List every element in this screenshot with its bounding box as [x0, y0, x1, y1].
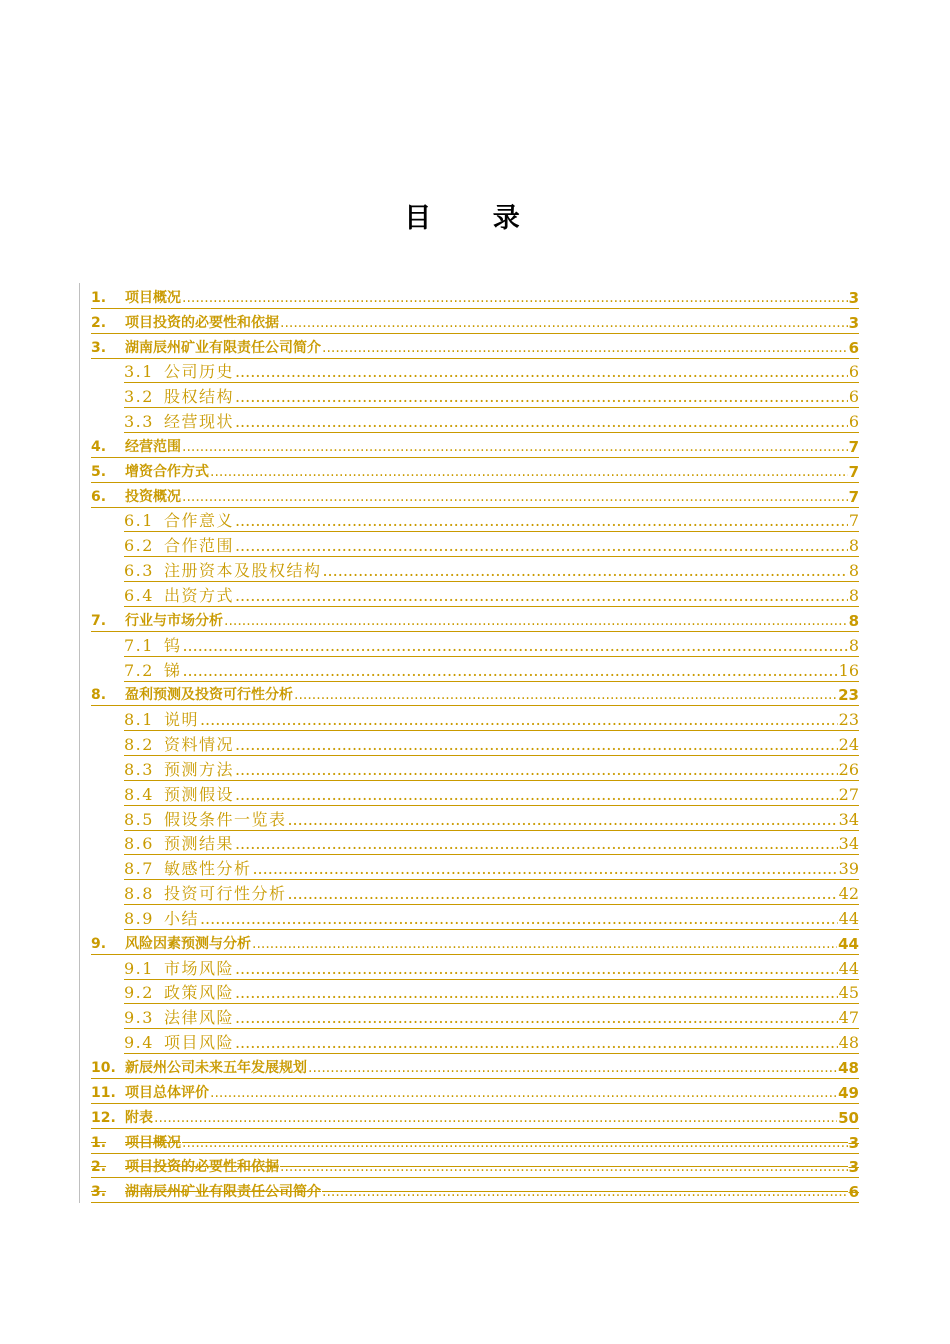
toc-entry-number: 7.2 — [124, 660, 154, 680]
toc-entry-link[interactable] — [124, 637, 859, 657]
toc-dot-leader — [210, 1084, 837, 1102]
toc-entry-label: 经营范围 — [125, 438, 181, 455]
toc-entry-link[interactable] — [91, 1109, 859, 1129]
toc-dot-leader — [182, 289, 848, 307]
toc-entry-page-number: 8 — [848, 635, 859, 655]
toc-entry-label: 政策风险 — [163, 983, 234, 1003]
toc-entry-page-number: 8 — [848, 561, 859, 581]
toc-dot-leader — [235, 761, 838, 779]
toc-entry[interactable] — [91, 1029, 859, 1054]
toc-entry[interactable] — [91, 1129, 859, 1154]
toc-dot-leader — [182, 662, 837, 680]
toc-entry-page-number: 8 — [848, 611, 859, 630]
toc-dot-leader — [224, 612, 848, 630]
toc-entry[interactable] — [91, 483, 859, 508]
toc-entry[interactable] — [91, 880, 859, 905]
toc-entry-page-number: 42 — [838, 884, 859, 904]
toc-entry[interactable] — [91, 408, 859, 433]
toc-entry[interactable] — [91, 682, 859, 707]
toc-dot-leader — [235, 413, 848, 431]
toc-entry-link[interactable] — [91, 1158, 859, 1178]
toc-entry-number: 3.2 — [124, 387, 154, 407]
toc-entry-page-number: 26 — [838, 759, 859, 779]
toc-entry-link[interactable] — [124, 860, 859, 880]
toc-entry-link[interactable] — [124, 811, 859, 831]
toc-dot-leader — [294, 686, 837, 704]
toc-entry-number: 8.2 — [124, 735, 154, 755]
toc-entry-number: 3.1 — [124, 362, 154, 382]
toc-entry-label: 项目总体评价 — [125, 1084, 209, 1101]
toc-entry-link[interactable] — [124, 984, 859, 1004]
toc-entry[interactable] — [91, 359, 859, 384]
toc-entry-label: 股权结构 — [163, 387, 234, 407]
toc-entry-label: 注册资本及股权结构 — [163, 561, 322, 581]
toc-dot-leader — [322, 562, 847, 580]
toc-entry[interactable] — [91, 309, 859, 334]
toc-dot-leader — [200, 910, 838, 928]
toc-dot-leader — [182, 1134, 848, 1152]
toc-entry-label: 预测结果 — [163, 834, 234, 854]
toc-entry[interactable] — [91, 557, 859, 582]
toc-entry-link[interactable] — [124, 363, 859, 383]
toc-entry[interactable] — [91, 508, 859, 533]
toc-dot-leader — [235, 587, 848, 605]
toc-entry-link[interactable] — [124, 786, 859, 806]
toc-entry-label: 出资方式 — [163, 585, 234, 605]
toc-entry-label: 新辰州公司未来五年发展规划 — [125, 1060, 307, 1076]
toc-entry-number: 6. — [91, 488, 107, 505]
toc-entry-link[interactable] — [124, 587, 859, 607]
toc-entry-page-number: 6 — [848, 387, 859, 407]
toc-entry-label: 项目风险 — [163, 1033, 234, 1053]
toc-entry-label: 增资合作方式 — [125, 463, 209, 480]
toc-entry-number: 1. — [91, 1134, 107, 1151]
toc-entry-link[interactable] — [124, 388, 859, 408]
toc-entry-link[interactable] — [124, 1009, 859, 1029]
toc-entry[interactable] — [91, 383, 859, 408]
toc-dot-leader — [154, 1109, 837, 1127]
toc-entry-page-number: 7 — [848, 437, 859, 456]
toc-entry-number: 8.9 — [124, 908, 154, 928]
toc-entry-number: 8.1 — [124, 710, 154, 730]
toc-entry[interactable] — [91, 781, 859, 806]
toc-entry-page-number: 44 — [838, 958, 859, 978]
toc-entry-number: 2. — [91, 1159, 107, 1176]
toc-entry-label: 预测假设 — [163, 784, 234, 804]
toc-entry-page-number: 45 — [838, 983, 859, 1003]
toc-dot-leader — [308, 1059, 837, 1077]
toc-entry-link[interactable] — [91, 1084, 859, 1104]
toc-entry-number: 6.2 — [124, 536, 154, 556]
toc-dot-leader — [235, 736, 838, 754]
toc-entry-number: 3. — [91, 339, 107, 356]
toc-entry-link[interactable] — [124, 1034, 859, 1054]
toc-entry-label: 经营现状 — [163, 412, 234, 432]
toc-entry-number: 8.6 — [124, 834, 154, 854]
toc-entry-label: 合作意义 — [163, 511, 234, 531]
toc-entry-page-number: 3 — [848, 288, 859, 307]
toc-entry[interactable] — [91, 1079, 859, 1104]
toc-dot-leader — [235, 388, 848, 406]
toc-entry-page-number: 6 — [848, 412, 859, 432]
toc-entry-link[interactable] — [124, 885, 859, 905]
toc-entry[interactable] — [91, 1054, 859, 1079]
toc-entry-label: 附表 — [125, 1109, 153, 1126]
toc-entry-page-number: 16 — [838, 660, 859, 680]
toc-dot-leader — [235, 537, 848, 555]
toc-entry-link[interactable] — [124, 736, 859, 756]
toc-entry-link[interactable] — [91, 339, 859, 359]
toc-entry-label: 锑 — [163, 660, 182, 680]
toc-entry-label: 项目投资的必要性和依据 — [125, 1159, 279, 1176]
toc-entry-page-number: 27 — [838, 784, 859, 804]
toc-entry-label: 公司历史 — [163, 362, 234, 382]
toc-entry-page-number: 24 — [838, 735, 859, 755]
toc-entry-page-number: 48 — [838, 1033, 859, 1053]
toc-entry-link[interactable] — [124, 761, 859, 781]
toc-entry-link[interactable] — [124, 413, 859, 433]
toc-entry-link[interactable] — [124, 960, 859, 980]
toc-entry-number: 8. — [91, 687, 107, 704]
toc-entry-number: 10. — [91, 1060, 116, 1076]
toc-entry-label: 法律风险 — [163, 1008, 234, 1028]
toc-dot-leader — [210, 463, 848, 481]
toc-entry[interactable] — [91, 1004, 859, 1029]
toc-entry[interactable] — [91, 731, 859, 756]
toc-dot-leader — [235, 512, 848, 530]
toc-entry-link[interactable] — [124, 512, 859, 532]
toc-entry-link[interactable] — [124, 835, 859, 855]
toc-entry-number: 7. — [91, 612, 107, 629]
revision-margin-bar — [79, 283, 80, 1203]
toc-entry-number: 12. — [91, 1109, 116, 1126]
toc-entry-label: 说明 — [163, 710, 199, 730]
toc-entry-label: 项目概况 — [125, 1134, 181, 1151]
toc-entry[interactable] — [91, 632, 859, 657]
toc-entry[interactable] — [91, 806, 859, 831]
toc-dot-leader — [200, 711, 838, 729]
table-of-contents — [91, 284, 859, 1203]
toc-entry[interactable] — [91, 706, 859, 731]
toc-entry-page-number: 23 — [838, 710, 859, 730]
toc-entry-label: 湖南辰州矿业有限责任公司简介 — [125, 1184, 321, 1201]
toc-entry-link[interactable] — [91, 289, 859, 309]
toc-entry-number: 11. — [91, 1084, 116, 1101]
toc-entry[interactable] — [91, 855, 859, 880]
toc-entry-label: 风险因素预测与分析 — [125, 935, 251, 952]
toc-entry-number: 6.4 — [124, 585, 154, 605]
toc-entry-page-number: 49 — [838, 1083, 859, 1102]
toc-dot-leader — [235, 835, 838, 853]
toc-entry-number: 6.1 — [124, 511, 154, 531]
toc-entry-number: 8.3 — [124, 759, 154, 779]
toc-entry-number: 9.4 — [124, 1033, 154, 1053]
toc-entry-label: 市场风险 — [163, 958, 234, 978]
toc-entry-page-number: 34 — [838, 834, 859, 854]
toc-entry-number: 8.5 — [124, 809, 154, 829]
toc-entry-link[interactable] — [91, 314, 859, 334]
toc-dot-leader — [182, 488, 848, 506]
toc-entry-label: 预测方法 — [163, 759, 234, 779]
toc-entry-link[interactable] — [91, 438, 859, 458]
toc-entry-label: 假设条件一览表 — [163, 809, 287, 829]
toc-entry-page-number: 3 — [848, 1158, 859, 1177]
toc-dot-leader — [287, 811, 837, 829]
toc-entry-link[interactable] — [91, 1059, 859, 1079]
toc-entry-link[interactable] — [124, 711, 859, 731]
toc-entry-number: 8.7 — [124, 859, 154, 879]
toc-entry[interactable] — [91, 955, 859, 980]
toc-dot-leader — [322, 339, 848, 357]
toc-dot-leader — [280, 1158, 848, 1176]
toc-dot-leader — [235, 1034, 838, 1052]
toc-entry-label: 敏感性分析 — [163, 859, 252, 879]
toc-entry-page-number: 6 — [848, 362, 859, 382]
toc-entry-page-number: 3 — [848, 313, 859, 332]
toc-dot-leader — [235, 1009, 838, 1027]
toc-entry-page-number: 6 — [848, 1183, 859, 1202]
toc-entry[interactable] — [91, 831, 859, 856]
toc-dot-leader — [235, 786, 838, 804]
toc-entry-page-number: 50 — [838, 1108, 859, 1127]
toc-entry[interactable] — [91, 930, 859, 955]
toc-entry[interactable] — [91, 433, 859, 458]
toc-entry-page-number: 44 — [838, 934, 859, 953]
toc-dot-leader — [280, 314, 848, 332]
toc-entry-link[interactable] — [91, 1183, 859, 1203]
toc-entry-label: 行业与市场分析 — [125, 612, 223, 629]
toc-entry-number: 2. — [91, 314, 107, 331]
toc-entry-label: 投资可行性分析 — [163, 884, 287, 904]
toc-entry-label: 盈利预测及投资可行性分析 — [125, 687, 293, 704]
toc-entry[interactable] — [91, 980, 859, 1005]
toc-entry[interactable] — [91, 1104, 859, 1129]
toc-dot-leader — [182, 438, 848, 456]
toc-entry-label: 资料情况 — [163, 735, 234, 755]
toc-entry[interactable] — [91, 284, 859, 309]
toc-dot-leader — [235, 984, 838, 1002]
toc-entry-page-number: 23 — [838, 686, 859, 705]
toc-entry-link[interactable] — [124, 662, 859, 682]
toc-entry-label: 投资概况 — [125, 488, 181, 505]
toc-entry[interactable] — [91, 334, 859, 359]
toc-dot-leader — [287, 885, 837, 903]
toc-entry-label: 项目投资的必要性和依据 — [125, 314, 279, 331]
toc-entry[interactable] — [91, 1178, 859, 1203]
toc-title: 目 录 — [404, 203, 546, 234]
toc-entry-page-number: 7 — [848, 511, 859, 531]
toc-entry[interactable] — [91, 582, 859, 607]
toc-dot-leader — [322, 1183, 848, 1201]
toc-entry-number: 8.4 — [124, 784, 154, 804]
toc-entry-page-number: 39 — [838, 859, 859, 879]
toc-entry-number: 6.3 — [124, 561, 154, 581]
toc-entry-number: 3. — [91, 1184, 107, 1201]
toc-dot-leader — [235, 363, 848, 381]
toc-entry-page-number: 3 — [848, 1133, 859, 1152]
toc-dot-leader — [252, 860, 837, 878]
toc-entry-number: 9.1 — [124, 958, 154, 978]
toc-entry-link[interactable] — [91, 1134, 859, 1154]
toc-entry-page-number: 7 — [848, 487, 859, 506]
toc-entry[interactable] — [91, 657, 859, 682]
toc-entry-label: 合作范围 — [163, 536, 234, 556]
toc-entry-link[interactable] — [91, 935, 859, 955]
toc-entry[interactable] — [91, 458, 859, 483]
toc-entry-number: 1. — [91, 289, 107, 306]
toc-entry[interactable] — [91, 532, 859, 557]
toc-entry-label: 湖南辰州矿业有限责任公司简介 — [125, 339, 321, 356]
toc-dot-leader — [235, 960, 838, 978]
toc-entry-number: 9.2 — [124, 983, 154, 1003]
toc-entry-page-number: 8 — [848, 536, 859, 556]
toc-entry[interactable] — [91, 756, 859, 781]
toc-entry-link[interactable] — [91, 463, 859, 483]
toc-entry-page-number: 47 — [838, 1008, 859, 1028]
toc-entry-label: 钨 — [163, 635, 182, 655]
toc-entry-page-number: 44 — [838, 908, 859, 928]
toc-entry-number: 4. — [91, 438, 107, 455]
toc-entry-link[interactable] — [91, 488, 859, 508]
toc-entry-number: 8.8 — [124, 884, 154, 904]
toc-entry-label: 项目概况 — [125, 289, 181, 306]
toc-entry[interactable] — [91, 607, 859, 632]
toc-entry-number: 3.3 — [124, 412, 154, 432]
toc-entry-page-number: 34 — [838, 809, 859, 829]
toc-entry-page-number: 6 — [848, 338, 859, 357]
toc-entry-page-number: 7 — [848, 462, 859, 481]
toc-entry-number: 9.3 — [124, 1008, 154, 1028]
toc-entry-page-number: 8 — [848, 585, 859, 605]
toc-dot-leader — [252, 935, 837, 953]
toc-entry-label: 小结 — [163, 908, 199, 928]
toc-entry[interactable] — [91, 1154, 859, 1179]
toc-entry-number: 5. — [91, 463, 107, 480]
toc-entry-number: 9. — [91, 935, 107, 952]
toc-entry[interactable] — [91, 905, 859, 930]
toc-entry-number: 7.1 — [124, 635, 154, 655]
toc-entry-page-number: 48 — [838, 1059, 859, 1077]
toc-entry-link[interactable] — [124, 910, 859, 930]
toc-entry-link[interactable] — [124, 562, 859, 582]
toc-entry-link[interactable] — [124, 537, 859, 557]
toc-dot-leader — [182, 637, 847, 655]
toc-entry-link[interactable] — [91, 686, 859, 706]
toc-entry-link[interactable] — [91, 612, 859, 632]
